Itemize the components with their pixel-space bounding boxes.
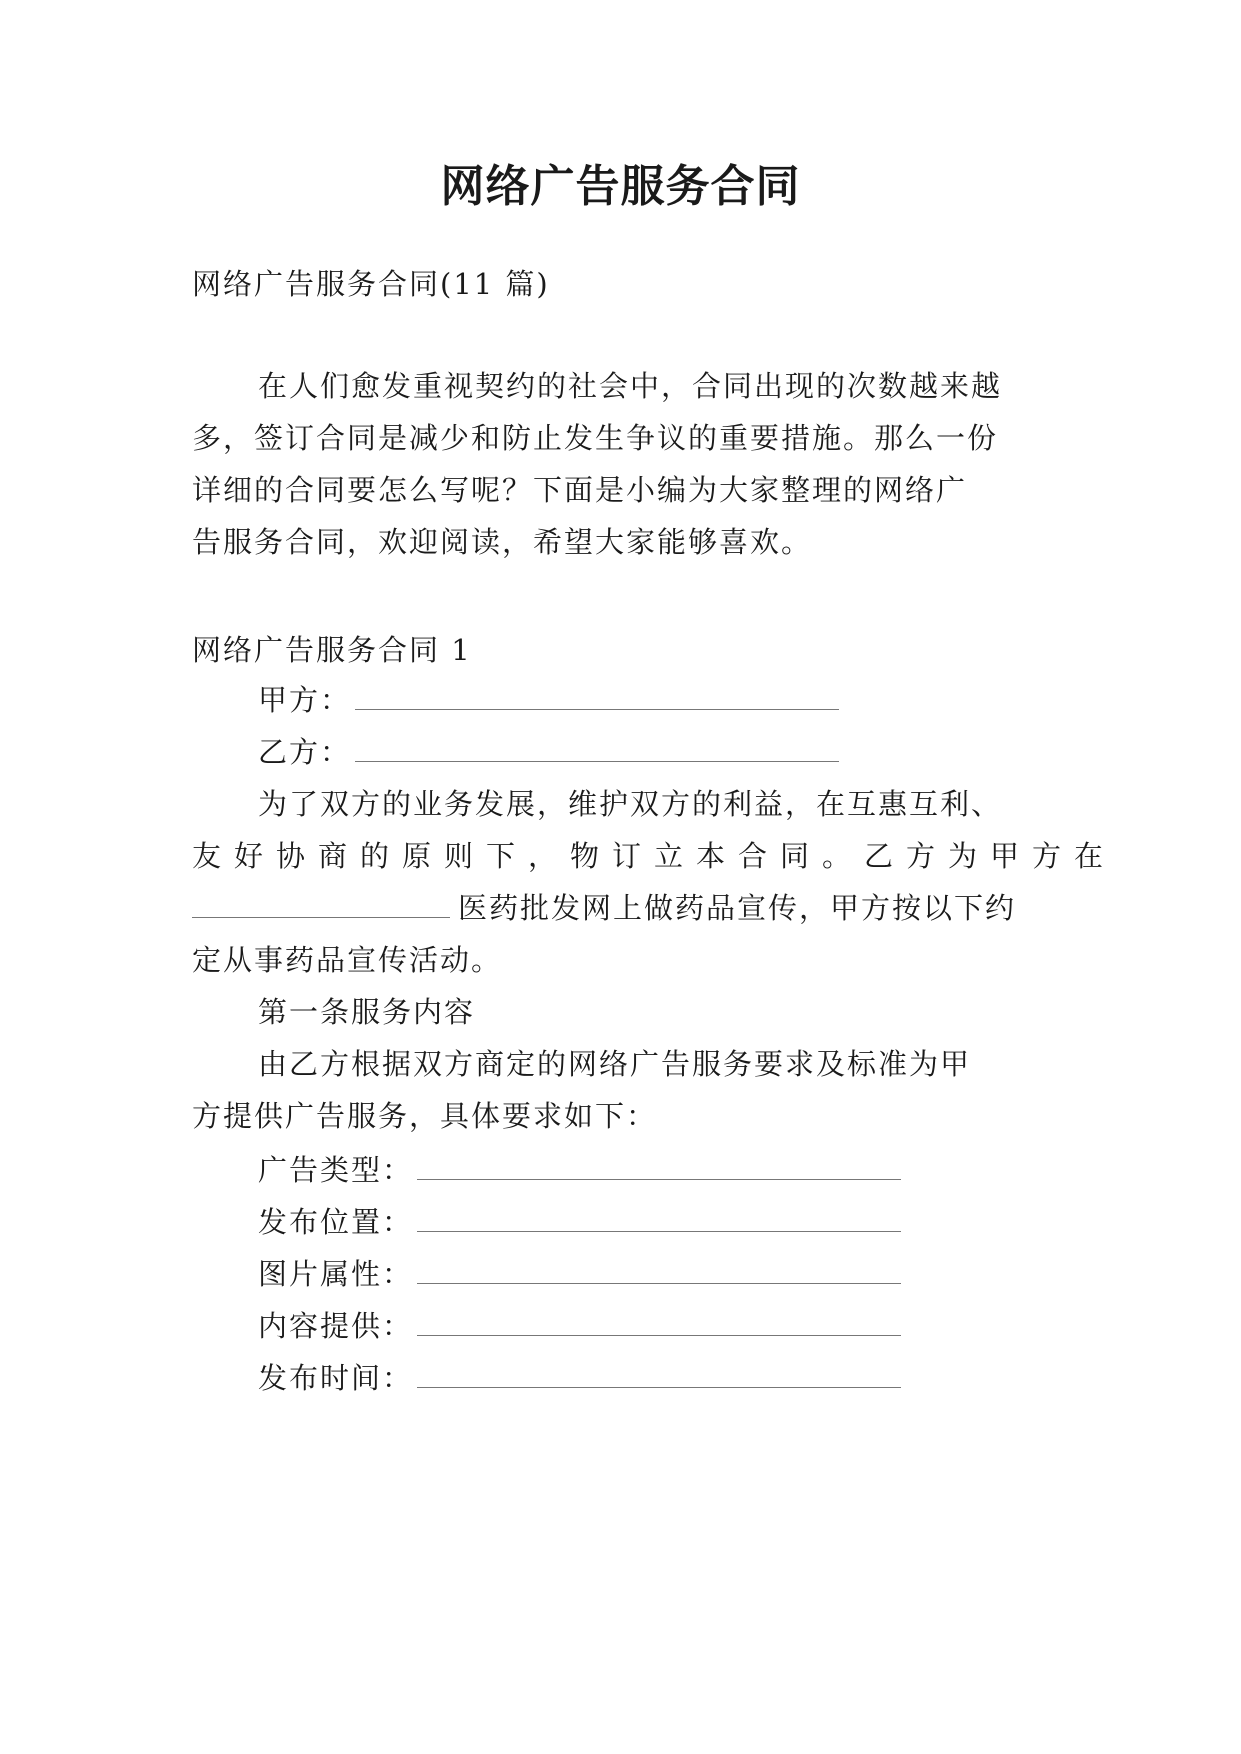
document-title: 网络广告服务合同 <box>440 161 801 212</box>
party-a-blank <box>355 685 839 710</box>
document-subtitle: 网络广告服务合同(11 篇) <box>192 267 550 301</box>
field-position-blank <box>417 1207 901 1232</box>
article-1-heading: 第一条服务内容 <box>258 995 476 1029</box>
intro-line-1: 在人们愈发重视契约的社会中，合同出现的次数越来越 <box>258 369 1003 403</box>
party-b-label: 乙方： <box>258 735 352 769</box>
field-image-row <box>258 1254 901 1294</box>
party-b-row <box>258 732 839 772</box>
field-content-label: 内容提供： <box>258 1309 414 1343</box>
party-b-blank <box>355 737 839 762</box>
article-1-line-2: 方提供广告服务，具体要求如下： <box>192 1099 658 1133</box>
purpose-line-4: 定从事药品宣传活动。 <box>192 943 503 977</box>
field-content-row <box>258 1306 901 1346</box>
field-ad-type-blank <box>417 1155 901 1180</box>
field-position-label: 发布位置： <box>258 1205 414 1239</box>
intro-line-2: 多，签订合同是减少和防止发生争议的重要措施。那么一份 <box>192 421 999 455</box>
field-time-blank <box>417 1363 901 1388</box>
party-a-label: 甲方： <box>258 683 352 717</box>
field-time-label: 发布时间： <box>258 1361 414 1395</box>
intro-line-3: 详细的合同要怎么写呢？下面是小编为大家整理的网络广 <box>192 473 968 507</box>
article-1-line-1: 由乙方根据双方商定的网络广告服务要求及标准为甲 <box>258 1047 972 1081</box>
field-ad-type-label: 广告类型： <box>258 1153 414 1187</box>
field-position-row <box>258 1202 901 1242</box>
purpose-line-1: 为了双方的业务发展，维护双方的利益，在互惠互利、 <box>258 787 1003 821</box>
field-ad-type-row <box>258 1150 901 1190</box>
purpose-line-2: 友好协商的原则下，物订立本合同。乙方为甲方在 <box>192 839 1117 873</box>
contract-heading: 网络广告服务合同 1 <box>192 633 472 667</box>
purpose-line-3-text: 医药批发网上做药品宣传，甲方按以下约 <box>458 891 1017 925</box>
field-time-row <box>258 1358 901 1398</box>
purpose-line-3 <box>192 888 1016 928</box>
intro-line-4: 告服务合同，欢迎阅读，希望大家能够喜欢。 <box>192 525 813 559</box>
field-image-blank <box>417 1259 901 1284</box>
website-blank <box>192 893 450 918</box>
party-a-row <box>258 680 839 720</box>
field-image-label: 图片属性： <box>258 1257 414 1291</box>
field-content-blank <box>417 1311 901 1336</box>
